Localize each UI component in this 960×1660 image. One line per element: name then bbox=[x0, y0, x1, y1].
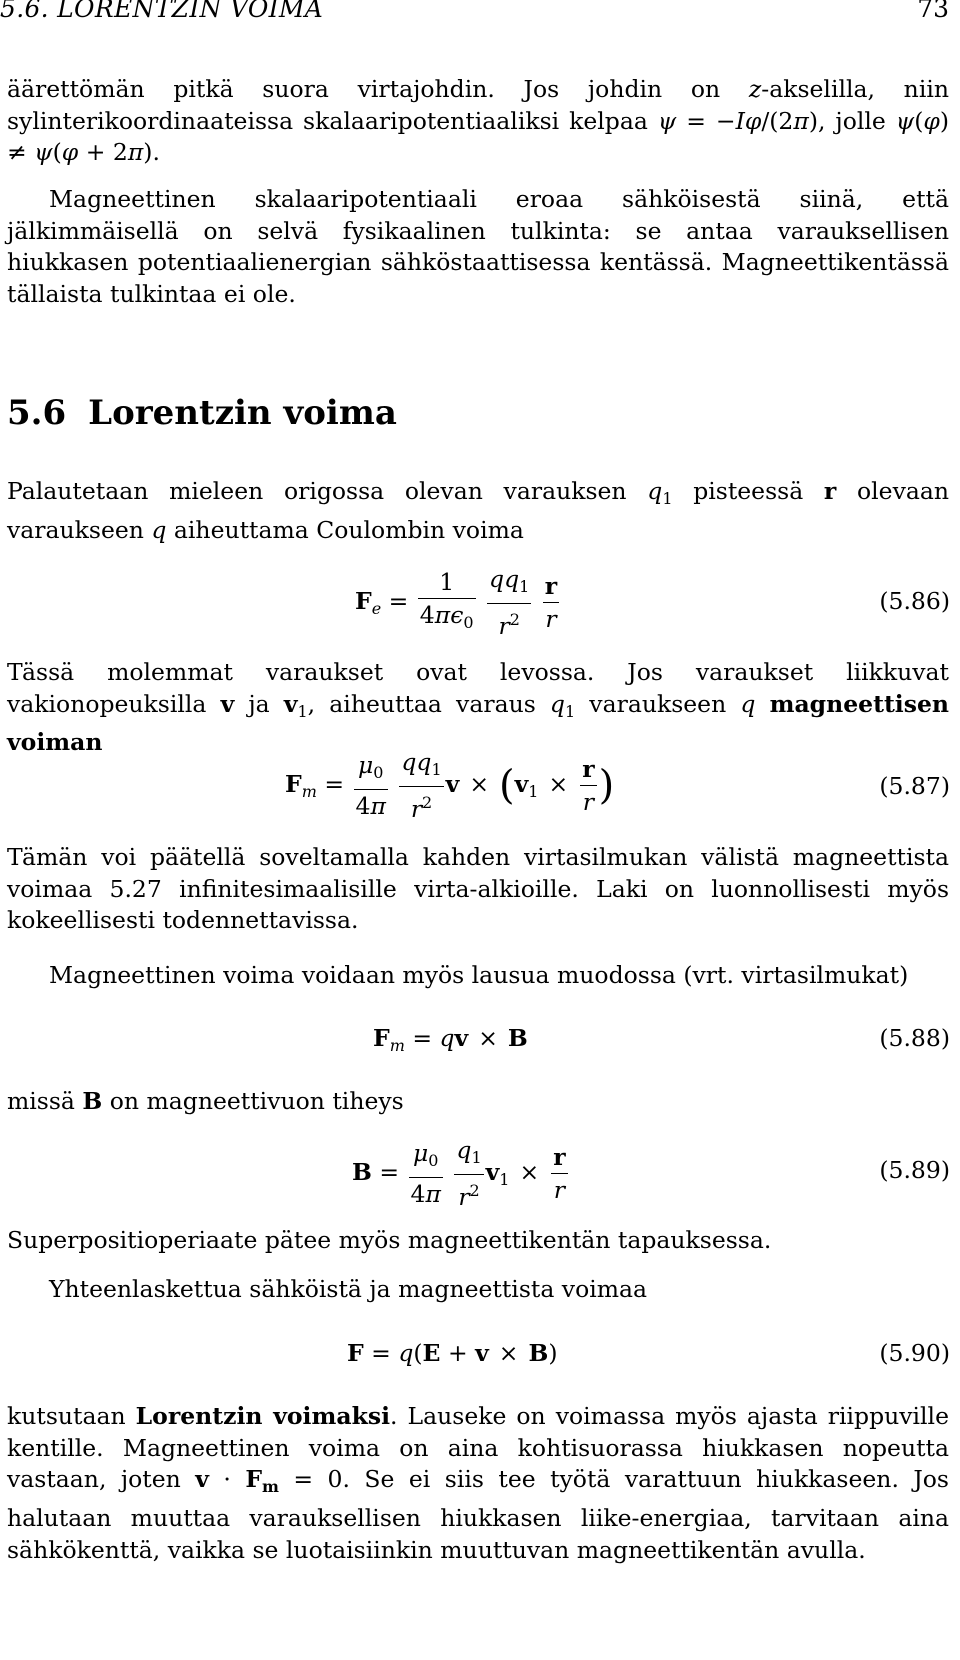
equation-5-88-number: (5.88) bbox=[879, 1024, 950, 1052]
paragraph-2: Magneettinen skalaaripotentiaali eroaa sähköisestä siinä, että jälkimmäisellä on selvä fysikaalinen tulkinta: se antaa varauksellisen hiukkasen potentiaalienergian sähköstaattisessa kentässä. Magneettikentässä tällaista tulkintaa ei ole. bbox=[7, 185, 949, 309]
equation-5-89-number: (5.89) bbox=[879, 1156, 950, 1184]
page-number: 73 bbox=[917, 0, 949, 23]
paragraph-7: missä B on magneettivuon tiheys bbox=[7, 1087, 404, 1115]
equation-5-87-number: (5.87) bbox=[879, 772, 950, 800]
equation-5-90-formula: F = q(E + v × B) bbox=[347, 1339, 558, 1367]
paragraph-6: Magneettinen voima voidaan myös lausua muodossa (vrt. virtasilmukat) bbox=[49, 961, 909, 989]
equation-5-89-formula: B = $\frac{\mu_0}{4\pi}$ $\frac{q_1}{r^2}$ $v_1$ × $\frac{r}{r}$ bbox=[352, 1136, 566, 1211]
paragraph-1-text: äärettömän pitkä suora virtajohdin. Jos johdin on z-akselilla, niin sylinterikoordinaateissa skalaaripotentiaaliksi kelpaa ψ = −Iφ/(2π), jolle ψ(φ) ≠ ψ(φ + 2π). bbox=[7, 75, 950, 167]
equation-5-88-formula: $F_m$ = qv × B bbox=[373, 1024, 528, 1055]
running-head bbox=[0, 0, 949, 26]
paragraph-3: Palautetaan mieleen origossa olevan varauksen $q_1$ pisteessä r olevaan varaukseen q aiheuttama Coulombin voima bbox=[7, 477, 949, 544]
section-number: 5.6 bbox=[7, 393, 67, 433]
equation-5-90 bbox=[0, 1339, 950, 1373]
section-title: Lorentzin voima bbox=[88, 393, 397, 433]
paragraph-5: Tämän voi päätellä soveltamalla kahden virtasilmukan välistä magneettista voimaa 5.27 infinitesimaalisille virta-alkioille. Laki on luonnollisesti myös kokeellisesti todennettavissa. bbox=[7, 843, 949, 935]
equation-5-90-number: (5.90) bbox=[879, 1339, 950, 1367]
equation-5-86-formula: $F_e$ = $\frac{1}{4\pi\epsilon_0}$ $\frac{qq_1}{r^2}$ $\frac{r}{r}$ bbox=[355, 565, 558, 640]
paragraph-8: Superpositioperiaate pätee myös magneettikentän tapauksessa. bbox=[7, 1226, 772, 1254]
paragraph-1 bbox=[7, 74, 949, 169]
section-heading bbox=[7, 393, 397, 433]
equation-5-86 bbox=[0, 565, 950, 640]
paragraph-4: Tässä molemmat varaukset ovat levossa. Jos varaukset liikkuvat vakionopeuksilla v ja $v_1$, aiheuttaa varaus $q_1$ varaukseen q magneettisen voiman bbox=[7, 658, 949, 757]
equation-5-89 bbox=[0, 1136, 950, 1211]
equation-5-87-formula: $F_m$ = $\frac{\mu_0}{4\pi}$ $\frac{qq_1}{r^2}$ $v \times (v_1$ × $\frac{r}{r}$ ) bbox=[285, 748, 615, 823]
equation-5-86-number: (5.86) bbox=[879, 587, 950, 615]
equation-5-87 bbox=[0, 748, 950, 822]
running-head-section: 5.6. LORENTZIN VOIMA bbox=[0, 0, 324, 23]
paragraph-10: kutsutaan Lorentzin voimaksi. Lauseke on voimassa myös ajasta riippuville kentille. Magneettinen voima on aina kohtisuorassa hiukkasen nopeutta vastaan, joten $v \cdot F_m = 0$. Se ei siis tee työtä varattuun hiukkaseen. Jos halutaan muuttaa varauksellisen hiukkasen liike-energiaa, tarvitaan aina sähkökenttä, vaikka se luotaisiinkin muuttuvan magneettikentän avulla. bbox=[7, 1402, 949, 1564]
equation-5-88 bbox=[0, 1024, 950, 1058]
paragraph-9: Yhteenlaskettua sähköistä ja magneettista voimaa bbox=[49, 1275, 648, 1303]
